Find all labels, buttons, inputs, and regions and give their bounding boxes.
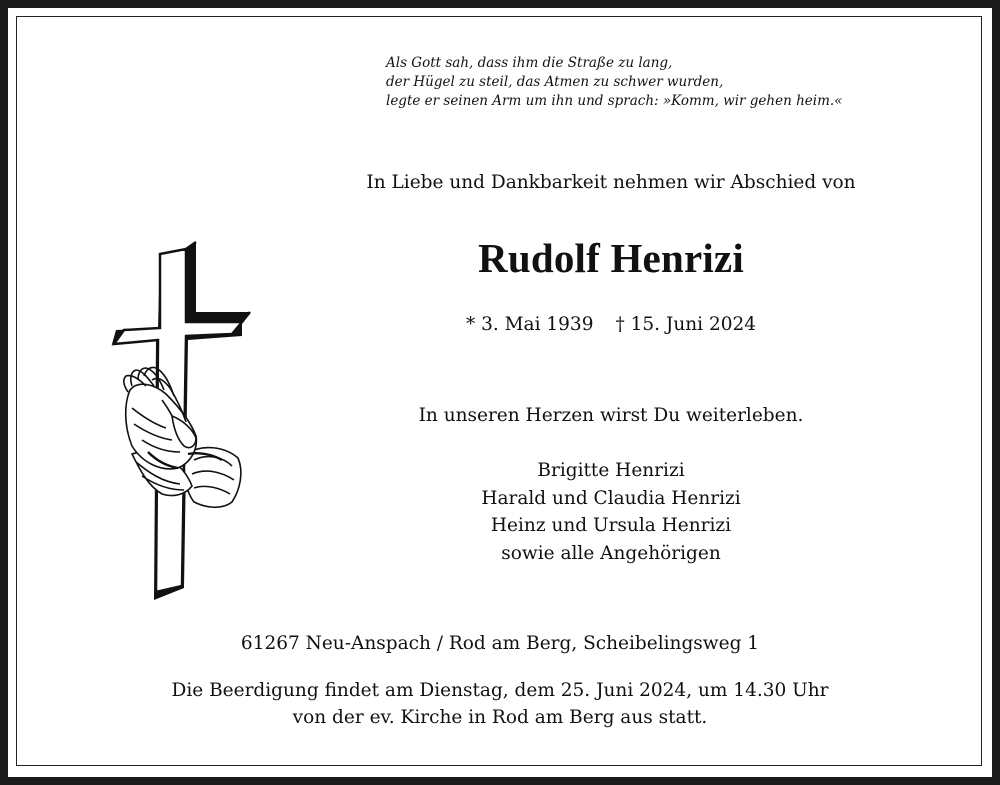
funeral-line: Die Beerdigung findet am Dienstag, dem 25. Juni 2024, um 14.30 Uhr bbox=[171, 680, 829, 701]
address: 61267 Neu-Anspach / Rod am Berg, Scheibelingsweg 1 bbox=[240, 633, 760, 654]
poem-line: Als Gott sah, dass ihm die Straße zu lang, bbox=[386, 55, 673, 71]
obituary-notice bbox=[8, 8, 992, 777]
mourner-line: Brigitte Henrizi bbox=[537, 460, 685, 481]
cross-with-hands bbox=[102, 240, 252, 602]
motto: In unseren Herzen wirst Du weiterleben. bbox=[418, 405, 804, 426]
birth-date: * 3. Mai 1939 bbox=[465, 314, 594, 335]
funeral-line: von der ev. Kirche in Rod am Berg aus statt. bbox=[292, 707, 708, 728]
poem-line: der Hügel zu steil, das Atmen zu schwer wurden, bbox=[386, 74, 724, 90]
mourner-line: Heinz und Ursula Henrizi bbox=[490, 515, 732, 536]
intro-text: In Liebe und Dankbarkeit nehmen wir Abschied von bbox=[366, 172, 856, 193]
life-dates bbox=[308, 314, 914, 335]
poem bbox=[386, 54, 842, 111]
deceased-name: Rudolf Henrizi bbox=[478, 235, 744, 281]
mourner-line: sowie alle Angehörigen bbox=[501, 542, 721, 564]
death-date: † 15. Juni 2024 bbox=[615, 314, 757, 335]
poem-line: legte er seinen Arm um ihn und sprach: »Komm, wir gehen heim.« bbox=[386, 93, 843, 109]
mourner-line: Harald und Claudia Henrizi bbox=[481, 487, 741, 509]
funeral-info bbox=[8, 677, 992, 731]
mourners-list bbox=[308, 457, 914, 567]
